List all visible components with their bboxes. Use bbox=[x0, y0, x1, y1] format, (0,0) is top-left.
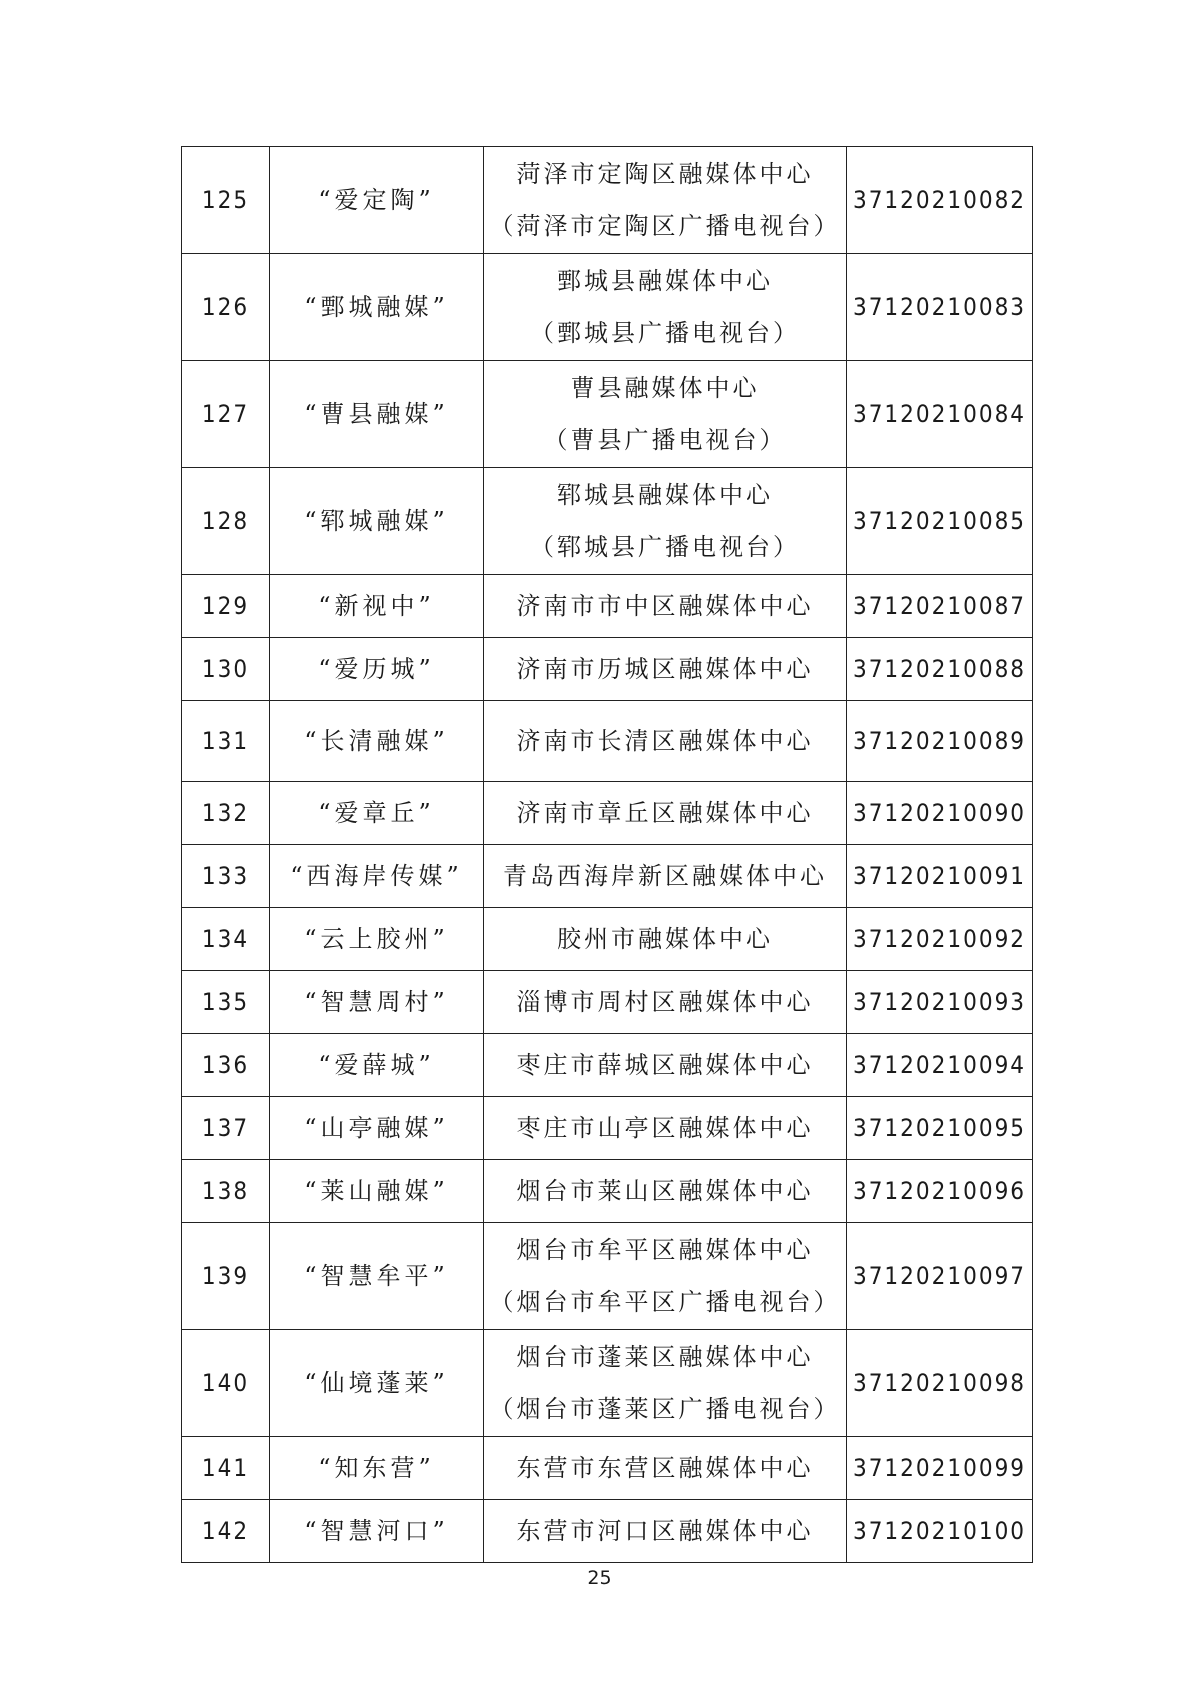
row-number-cell: 142 bbox=[182, 1500, 270, 1563]
table-row bbox=[182, 147, 1033, 254]
table-row bbox=[182, 575, 1033, 638]
row-number-cell: 137 bbox=[182, 1097, 270, 1160]
organization-cell bbox=[484, 701, 847, 782]
table-row bbox=[182, 1223, 1033, 1330]
registry-table bbox=[181, 146, 1033, 1563]
organization-line: （菏泽市定陶区广播电视台） bbox=[489, 212, 841, 240]
registration-code-cell: 37120210082 bbox=[847, 147, 1033, 254]
page-number: 25 bbox=[587, 1567, 612, 1589]
row-number-cell: 139 bbox=[182, 1223, 270, 1330]
row-number-cell: 131 bbox=[182, 701, 270, 782]
registration-code-cell: 37120210090 bbox=[847, 782, 1033, 845]
registration-code-cell: 37120210095 bbox=[847, 1097, 1033, 1160]
registration-code-cell: 37120210097 bbox=[847, 1223, 1033, 1330]
table-body bbox=[182, 147, 1033, 1563]
row-number-cell: 125 bbox=[182, 147, 270, 254]
registration-code-cell: 37120210091 bbox=[847, 845, 1033, 908]
app-name-cell: “曹县融媒” bbox=[270, 361, 484, 468]
organization-line: 济南市历城区融媒体中心 bbox=[516, 655, 814, 683]
organization-line: 淄博市周村区融媒体中心 bbox=[516, 988, 814, 1016]
app-name-cell: “爱章丘” bbox=[270, 782, 484, 845]
row-number-cell: 128 bbox=[182, 468, 270, 575]
organization-line: 东营市东营区融媒体中心 bbox=[516, 1454, 814, 1482]
organization-line: 枣庄市薛城区融媒体中心 bbox=[516, 1051, 814, 1079]
app-name-cell: “西海岸传媒” bbox=[270, 845, 484, 908]
row-number-cell: 140 bbox=[182, 1330, 270, 1437]
registration-code-cell: 37120210085 bbox=[847, 468, 1033, 575]
registration-code-cell: 37120210087 bbox=[847, 575, 1033, 638]
app-name-cell: “仙境蓬莱” bbox=[270, 1330, 484, 1437]
app-name-cell: “郓城融媒” bbox=[270, 468, 484, 575]
table-row bbox=[182, 1330, 1033, 1437]
organization-cell bbox=[484, 1500, 847, 1563]
registration-code-cell: 37120210093 bbox=[847, 971, 1033, 1034]
organization-cell bbox=[484, 782, 847, 845]
app-name-cell: “莱山融媒” bbox=[270, 1160, 484, 1223]
row-number-cell: 134 bbox=[182, 908, 270, 971]
app-name-cell: “爱历城” bbox=[270, 638, 484, 701]
organization-line: 烟台市牟平区融媒体中心 bbox=[516, 1236, 814, 1264]
row-number-cell: 129 bbox=[182, 575, 270, 638]
organization-cell bbox=[484, 361, 847, 468]
row-number-cell: 138 bbox=[182, 1160, 270, 1223]
organization-line: 济南市市中区融媒体中心 bbox=[516, 592, 814, 620]
app-name-cell: “爱薛城” bbox=[270, 1034, 484, 1097]
registration-code-cell: 37120210089 bbox=[847, 701, 1033, 782]
app-name-cell: “智慧周村” bbox=[270, 971, 484, 1034]
organization-line: 菏泽市定陶区融媒体中心 bbox=[516, 160, 814, 188]
registration-code-cell: 37120210088 bbox=[847, 638, 1033, 701]
table-row bbox=[182, 908, 1033, 971]
app-name-cell: “云上胶州” bbox=[270, 908, 484, 971]
registration-code-cell: 37120210092 bbox=[847, 908, 1033, 971]
registration-code-cell: 37120210096 bbox=[847, 1160, 1033, 1223]
row-number-cell: 127 bbox=[182, 361, 270, 468]
organization-cell bbox=[484, 1160, 847, 1223]
app-name-cell: “爱定陶” bbox=[270, 147, 484, 254]
organization-cell bbox=[484, 1223, 847, 1330]
organization-line: （曹县广播电视台） bbox=[543, 426, 787, 454]
organization-line: 枣庄市山亭区融媒体中心 bbox=[516, 1114, 814, 1142]
app-name-cell: “山亭融媒” bbox=[270, 1097, 484, 1160]
app-name-cell: “长清融媒” bbox=[270, 701, 484, 782]
table-row bbox=[182, 468, 1033, 575]
organization-line: 郓城县融媒体中心 bbox=[557, 481, 773, 509]
table-row bbox=[182, 254, 1033, 361]
app-name-cell: “智慧牟平” bbox=[270, 1223, 484, 1330]
app-name-cell: “智慧河口” bbox=[270, 1500, 484, 1563]
organization-cell bbox=[484, 971, 847, 1034]
registration-code-cell: 37120210094 bbox=[847, 1034, 1033, 1097]
organization-cell bbox=[484, 575, 847, 638]
registration-code-cell: 37120210099 bbox=[847, 1437, 1033, 1500]
organization-cell bbox=[484, 1437, 847, 1500]
row-number-cell: 132 bbox=[182, 782, 270, 845]
row-number-cell: 130 bbox=[182, 638, 270, 701]
table-row bbox=[182, 1160, 1033, 1223]
table-row bbox=[182, 1034, 1033, 1097]
organization-line: 东营市河口区融媒体中心 bbox=[516, 1517, 814, 1545]
organization-cell bbox=[484, 638, 847, 701]
organization-cell bbox=[484, 1097, 847, 1160]
organization-cell bbox=[484, 147, 847, 254]
organization-line: （郓城县广播电视台） bbox=[530, 533, 800, 561]
organization-line: 曹县融媒体中心 bbox=[570, 374, 760, 402]
app-name-cell: “鄄城融媒” bbox=[270, 254, 484, 361]
row-number-cell: 135 bbox=[182, 971, 270, 1034]
app-name-cell: “新视中” bbox=[270, 575, 484, 638]
organization-line: 济南市长清区融媒体中心 bbox=[516, 727, 814, 755]
table-row bbox=[182, 361, 1033, 468]
organization-cell bbox=[484, 468, 847, 575]
organization-line: 青岛西海岸新区融媒体中心 bbox=[503, 862, 827, 890]
registration-code-cell: 37120210100 bbox=[847, 1500, 1033, 1563]
organization-line: （鄄城县广播电视台） bbox=[530, 319, 800, 347]
table-row bbox=[182, 782, 1033, 845]
row-number-cell: 141 bbox=[182, 1437, 270, 1500]
table-row bbox=[182, 1097, 1033, 1160]
row-number-cell: 126 bbox=[182, 254, 270, 361]
organization-cell bbox=[484, 1034, 847, 1097]
organization-line: 烟台市莱山区融媒体中心 bbox=[516, 1177, 814, 1205]
table-row bbox=[182, 701, 1033, 782]
organization-cell bbox=[484, 254, 847, 361]
table-row bbox=[182, 971, 1033, 1034]
registration-code-cell: 37120210083 bbox=[847, 254, 1033, 361]
row-number-cell: 136 bbox=[182, 1034, 270, 1097]
row-number-cell: 133 bbox=[182, 845, 270, 908]
organization-cell bbox=[484, 845, 847, 908]
organization-cell bbox=[484, 1330, 847, 1437]
registration-code-cell: 37120210098 bbox=[847, 1330, 1033, 1437]
organization-line: 烟台市蓬莱区融媒体中心 bbox=[516, 1343, 814, 1371]
table-row bbox=[182, 1437, 1033, 1500]
organization-line: （烟台市蓬莱区广播电视台） bbox=[489, 1395, 841, 1423]
organization-line: 济南市章丘区融媒体中心 bbox=[516, 799, 814, 827]
table-row bbox=[182, 1500, 1033, 1563]
organization-cell bbox=[484, 908, 847, 971]
organization-line: 胶州市融媒体中心 bbox=[557, 925, 773, 953]
registration-code-cell: 37120210084 bbox=[847, 361, 1033, 468]
organization-line: 鄄城县融媒体中心 bbox=[557, 267, 773, 295]
organization-line: （烟台市牟平区广播电视台） bbox=[489, 1288, 841, 1316]
app-name-cell: “知东营” bbox=[270, 1437, 484, 1500]
table-row bbox=[182, 638, 1033, 701]
table-row bbox=[182, 845, 1033, 908]
